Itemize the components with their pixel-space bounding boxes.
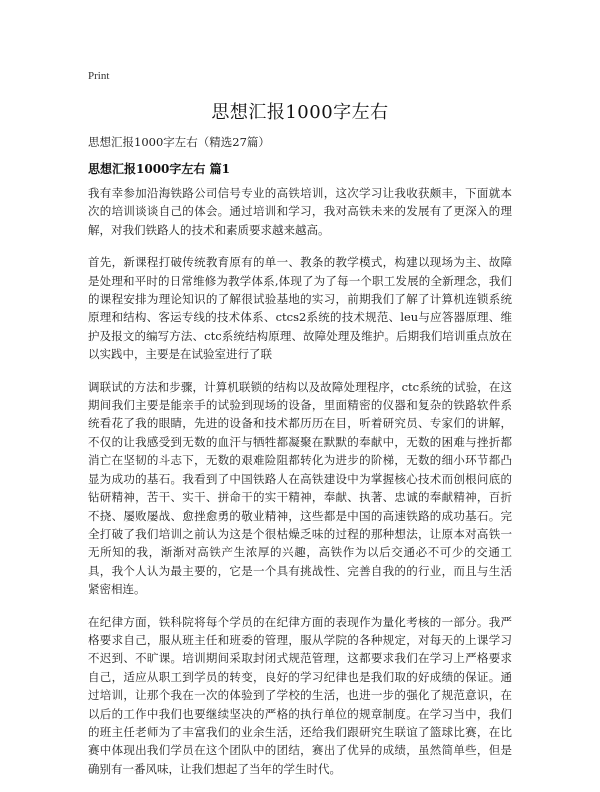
paragraph-2: 首先，新课程打破传统教育原有的单一、教条的教学模式，构建以现场为主、故障是处理和平时的日常维修为教学体系,体现了为了每一个职工发展的全新理念，我们的课程安排为理论知识的了解很试验基地的实习，前期我们了解了计算机连锁系统原理和结构、客运专线的技术体系、ctcs2系统的技术规范、leu与应答器原理、维护及报文的编写方法、ctc系统结构原理、故障处理及维护。后期我们培训重点放在以实践中，主要是在试验室进行了联 [88,255,512,362]
section-heading: 思想汇报1000字左右 篇1 [88,162,230,176]
document-subtitle: 思想汇报1000字左右（精选27篇） [88,135,270,149]
paragraph-3: 调联试的方法和步骤，计算机联锁的结构以及故障处理程序，ctc系统的试验，在这期间我们主要是能亲手的试验到现场的设备，里面精密的仪器和复杂的铁路软件系统看花了我的眼睛，先进的设备和技术都历历在目，听着研究员、专家们的讲解，不仅的让我感受到无数的血汗与牺牲都凝聚在默默的奉献中，无数的困难与挫折都消亡在坚韧的斗志下，无数的艰难险阻都转化为进步的阶梯，无数的细小环节都凸显为成功的基石。我看到了中国铁路人在高铁建设中为掌握核心技术而创根问底的钻研精神，苦干、实干、拼命干的实干精神，奉献、执著、忠诚的奉献精神，百折不挠、屡败屡战、愈挫愈勇的敬业精神，这些都是中国的高速铁路的成功基石。完全打破了我们培训之前认为这是个很枯燥乏味的过程的那种想法，让原本对高铁一无所知的我，渐渐对高铁产生浓厚的兴趣，高铁作为以后交通必不可少的交通工具，我个人认为最主要的，它是一个具有挑战性、完善自我的的行业，而且与生活紧密相连。 [88,379,512,597]
paragraph-1: 我有幸参加沿海铁路公司信号专业的高铁培训，这次学习让我收获颇丰，下面就本次的培训谈谈自己的体会。通过培训和学习，我对高铁未来的发展有了更深入的理解，对我们铁路人的技术和素质要求越来越高。 [88,186,512,237]
page-title: 思想汇报1000字左右 [211,102,389,123]
paragraph-4: 在纪律方面，铁科院将每个学员的在纪律方面的表现作为量化考核的一部分。我严格要求自己，服从班主任和班委的管理，服从学院的各种规定，对每天的上课学习不迟到、不旷课。培训期间采取封闭式规范管理，这都要求我们在学习上严格要求自己，适应从职工到学员的转变，良好的学习纪律也是我们取的好成绩的保证。通过培训，让那个我在一次的体验到了学校的生活，也进一步的强化了规范意识，在以后的工作中我们也要继续坚决的严格的执行单位的规章制度。在学习当中，我们的班主任老师为了丰富我们的业余生活，还给我们跟研究生联谊了篮球比赛，在比赛中体现出我们学员在这个团队中的团结，赛出了优异的成绩，虽然简单些，但是确别有一番风味，让我们想起了当年的学生时代。 [88,614,512,776]
print-label: Print [88,70,110,82]
document-body [88,184,512,792]
